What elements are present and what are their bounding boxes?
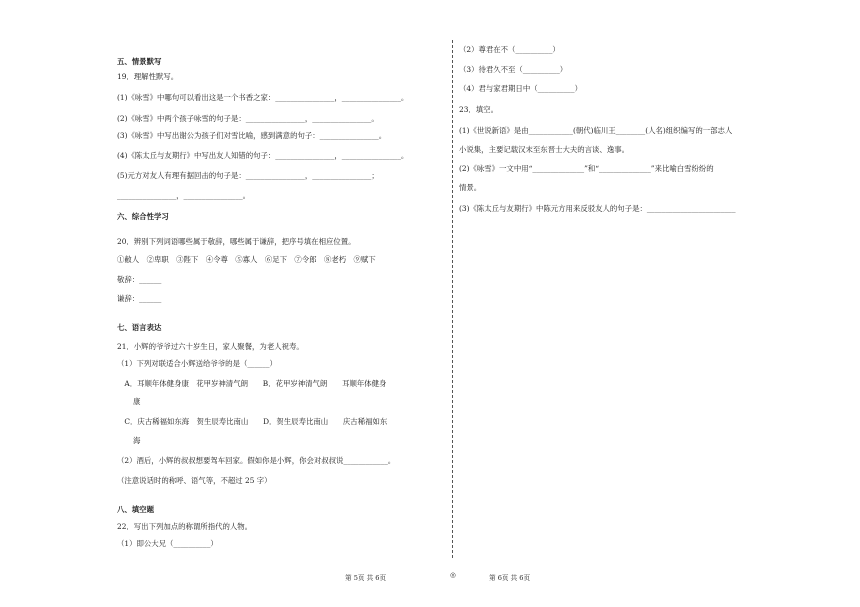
text-line: ________________，________________。	[117, 191, 251, 200]
text-line: A．耳顺年体健身康 花甲岁神清气朗 B．花甲岁神清气朗 耳顺年体健身	[117, 379, 387, 388]
text-line: （注意说话时的称呼、语气等，不超过 25 字）	[117, 476, 272, 485]
text-line: （1）下列对联适合小辉送给爷爷的是（______）	[117, 359, 277, 368]
text-line: (5)元方对友人有理有据回击的句子是：________________，________________；	[117, 171, 379, 180]
text-line: (2)《咏雪》中两个孩子咏雪的句子是：________________，________________。	[117, 114, 379, 123]
text-line: 小说集，主要记载汉末至东晋士大夫的言谈、逸事。	[459, 145, 629, 154]
text-line: （3）待君久不至（__________）	[459, 65, 568, 74]
footer-page-left: 第 5页 共 6页	[345, 574, 387, 582]
column-divider	[452, 40, 453, 558]
text-line: （2）酒后，小辉的叔叔想要驾车回家。假如你是小辉，你会对叔叔说____________。	[117, 456, 396, 465]
section-heading: 七、语言表达	[117, 323, 162, 332]
footer-center-mark: ◎	[450, 571, 456, 579]
text-line: (1)《世说新语》是由____________(朝代)临川王________(人名)组织编写的一部志人	[459, 126, 733, 135]
text-line: 敬辞：______	[117, 275, 162, 284]
text-line: （4）君与家君期日中（__________）	[459, 84, 582, 93]
text-line: C．庆古稀福如东海 贺生辰寿比南山 D．贺生辰寿比南山 庆古稀福如东	[117, 417, 388, 426]
text-line: (3)《陈太丘与友期行》中陈元方用来反驳友人的句子是：________________________	[459, 204, 736, 213]
section-heading: 五、情景默写	[117, 57, 162, 66]
footer-page-right: 第 6页 共 6页	[489, 574, 531, 582]
text-line: 21．小辉的爷爷过六十岁生日，家人聚餐，为老人祝寿。	[117, 342, 304, 351]
text-line: （2）尊君在不（__________）	[459, 45, 560, 54]
text-line: 22．写出下列加点的称谓所指代的人物。	[117, 522, 253, 531]
text-line: 23．填空。	[459, 105, 498, 114]
text-line: 谦辞：______	[117, 294, 162, 303]
text-line: 20．辨别下列词语哪些属于敬辞，哪些属于谦辞，把序号填在相应位置。	[117, 237, 356, 246]
text-line: 情景。	[459, 183, 482, 192]
text-line: (2)《咏雪》一文中用“______________”和“______________”来比喻白雪纷纷的	[459, 164, 714, 173]
text-line: 19．理解性默写。	[117, 72, 179, 81]
text-line: 海	[133, 436, 141, 445]
text-line: 康	[133, 397, 141, 406]
section-heading: 六、综合性学习	[117, 212, 169, 221]
text-line: ①敝人 ②卑职 ③陛下 ④令尊 ⑤寡人 ⑥足下 ⑦令郎 ⑧老朽 ⑨赋下	[117, 255, 376, 264]
text-line: (1)《咏雪》中哪句可以看出这是一个书香之家：________________，________________。	[117, 93, 409, 102]
section-heading: 八、填空题	[117, 505, 154, 514]
text-line: （1）即公大兄（__________）	[117, 539, 218, 548]
text-line: (3)《咏雪》中写出谢公为孩子们对雪比喻，感到满意的句子：________________。	[117, 131, 387, 140]
text-line: (4)《陈太丘与友期行》中写出友人知错的句子：________________，________________。	[117, 151, 409, 160]
